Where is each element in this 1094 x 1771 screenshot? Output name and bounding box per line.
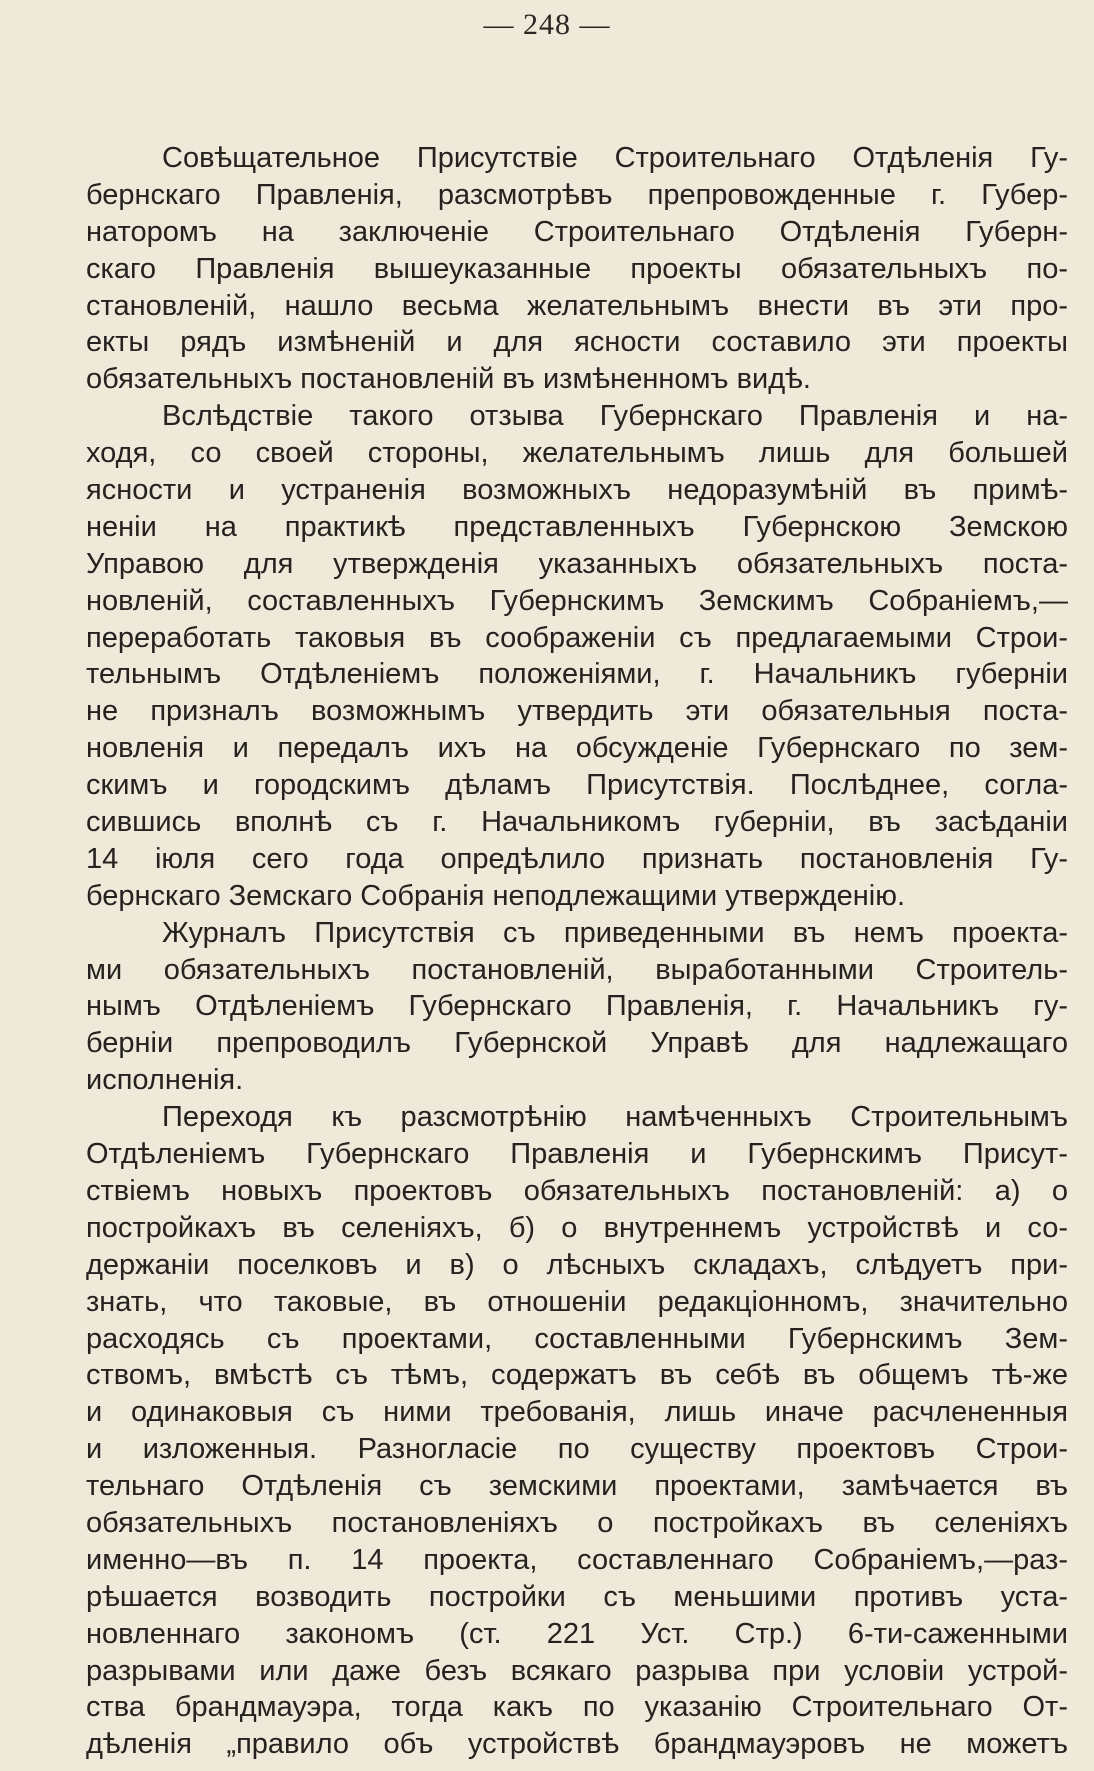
text-line: именно—въ п. 14 проекта, составленнаго Собраніемъ,—раз- xyxy=(86,1543,1068,1576)
paragraph xyxy=(86,140,1068,398)
paragraph xyxy=(86,915,1068,1099)
text-line: нымъ Отдѣленіемъ Губернскаго Правленія, г. Начальникъ гу- xyxy=(86,990,1068,1023)
text-line: ходя, со своей стороны, желательнымъ лишь для большей xyxy=(86,437,1068,470)
text-line: тельнаго Отдѣленія съ земскими проектами, замѣчается въ xyxy=(86,1470,1068,1503)
text-line: наторомъ на заключеніе Строительнаго Отдѣленія Губерн- xyxy=(86,215,1068,248)
text-line: Совѣщательное Присутствіе Строительнаго Отдѣленія Гу- xyxy=(162,142,1068,174)
text-line: неніи на практикѣ представленныхъ Губернскою Земскою xyxy=(86,510,1068,543)
text-line: 14 іюля сего года опредѣлило признать постановленія Гу- xyxy=(86,842,1068,875)
text-line: сившись вполнѣ съ г. Начальникомъ губерніи, въ засѣданіи xyxy=(86,806,1068,839)
text-line: держаніи поселковъ и в) о лѣсныхъ складахъ, слѣдуетъ при- xyxy=(86,1248,1068,1281)
text-line: и одинаковыя съ ними требованія, лишь иначе расчлененныя xyxy=(86,1396,1068,1429)
text-line: тельнымъ Отдѣленіемъ положеніями, г. Начальникъ губерніи xyxy=(86,658,1068,691)
text-line: Отдѣленіемъ Губернскаго Правленія и Губернскимъ Присут- xyxy=(86,1138,1068,1171)
text-line: бернскаго Правленія, разсмотрѣвъ препровожденные г. Губер- xyxy=(86,178,1068,211)
text-line: новленнаго закономъ (ст. 221 Уст. Стр.) 6-ти-саженными xyxy=(86,1617,1068,1650)
text-line: дѣленія „правило объ устройствѣ брандмауэровъ не можетъ xyxy=(86,1728,1068,1761)
text-line: постройкахъ въ селеніяхъ, б) о внутреннемъ устройствѣ и со- xyxy=(86,1211,1068,1244)
text-line: Вслѣдствіе такого отзыва Губернскаго Правленія и на- xyxy=(162,400,1068,433)
text-line: переработать таковыя въ соображеніи съ предлагаемыми Строи- xyxy=(86,621,1068,654)
text-line: Журналъ Присутствія съ приведенными въ немъ проекта- xyxy=(162,916,1068,949)
page-number: — 248 — xyxy=(483,8,611,41)
text-line: знать, что таковые, въ отношеніи редакціонномъ, значительно xyxy=(86,1285,1068,1318)
text-line: ми обязательныхъ постановленій, выработанными Строитель- xyxy=(86,953,1068,986)
text-line: скаго Правленія вышеуказанные проекты обязательныхъ по- xyxy=(86,252,1068,285)
text-line: рѣшается возводить постройки съ меньшими противъ уста- xyxy=(86,1580,1068,1613)
text-line: новленій, составленныхъ Губернскимъ Земскимъ Собраніемъ,— xyxy=(86,584,1068,617)
text-line: ствіемъ новыхъ проектовъ обязательныхъ постановленій: а) о xyxy=(86,1174,1068,1207)
text-line: екты рядъ измѣненій и для ясности составило эти проекты xyxy=(86,326,1068,359)
text-line: ства брандмауэра, тогда какъ по указанію Строительнаго От- xyxy=(86,1691,1068,1724)
text-line: ясности и устраненія возможныхъ недоразумѣній въ примѣ- xyxy=(86,474,1068,507)
text-line: новленія и передалъ ихъ на обсужденіе Губернскаго по зем- xyxy=(86,732,1068,765)
text-line: Переходя къ разсмотрѣнію намѣченныхъ Строительнымъ xyxy=(162,1101,1068,1134)
text-line: и изложенныя. Разногласіе по существу проектовъ Строи- xyxy=(86,1433,1068,1466)
text-line: скимъ и городскимъ дѣламъ Присутствія. Послѣднее, согла- xyxy=(86,769,1068,802)
text-line: становленій, нашло весьма желательнымъ внести въ эти про- xyxy=(86,289,1068,322)
text-line: Управою для утвержденія указанныхъ обязательныхъ поста- xyxy=(86,547,1068,580)
text-line: не призналъ возможнымъ утвердить эти обязательныя поста- xyxy=(86,695,1068,728)
text-line: ствомъ, вмѣстѣ съ тѣмъ, содержатъ въ себѣ въ общемъ тѣ-же xyxy=(86,1359,1068,1392)
paragraph xyxy=(86,1099,1068,1763)
text-line: обязательныхъ постановленіяхъ о постройкахъ въ селеніяхъ xyxy=(86,1506,1068,1539)
text-line: расходясь съ проектами, составленными Губернскимъ Зем- xyxy=(86,1322,1068,1355)
text-line: берніи препроводилъ Губернской Управѣ для надлежащаго xyxy=(86,1027,1068,1060)
text-line: обязательныхъ постановленій въ измѣненномъ видѣ. xyxy=(86,363,811,396)
text-line: разрывами или даже безъ всякаго разрыва при условіи устрой- xyxy=(86,1654,1068,1687)
text-line: исполненія. xyxy=(86,1064,244,1097)
text-line: бернскаго Земскаго Собранія неподлежащими утвержденію. xyxy=(86,879,906,912)
body-text xyxy=(86,140,1068,1763)
paragraph xyxy=(86,398,1068,914)
